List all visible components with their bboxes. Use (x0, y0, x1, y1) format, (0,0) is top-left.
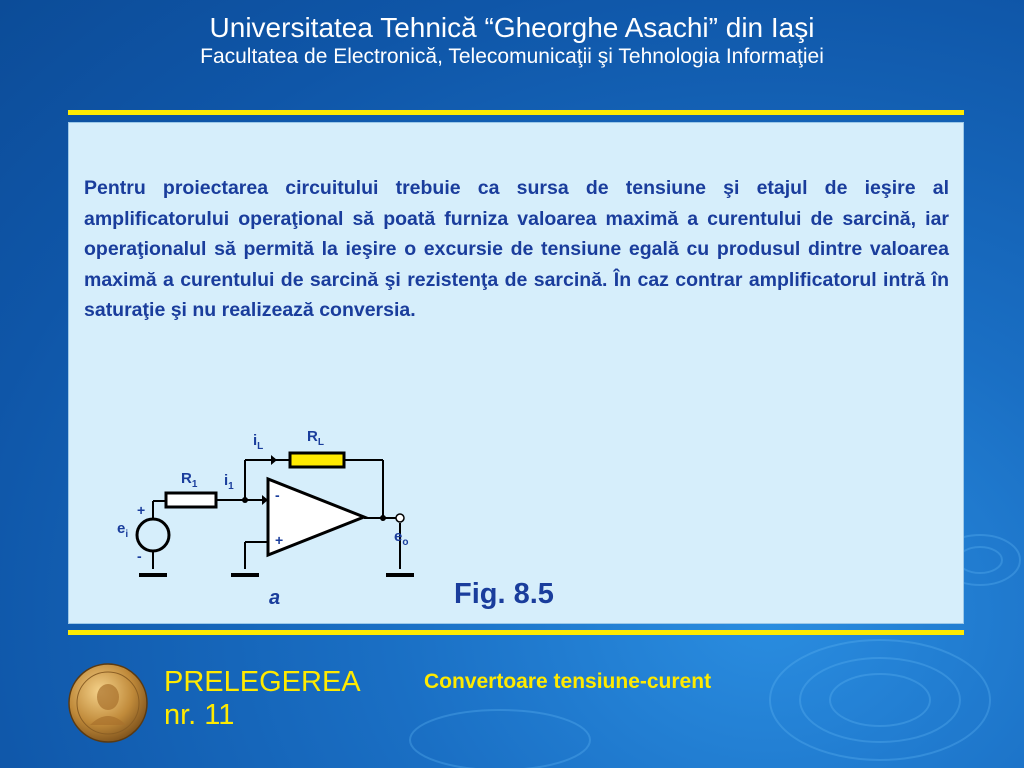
content-panel (68, 122, 964, 624)
arrow-il (271, 455, 277, 465)
label-il: $i_L$ (253, 432, 264, 452)
resistor-r1 (166, 493, 216, 507)
university-medal-logo (68, 663, 148, 743)
source-plus: + (137, 502, 146, 518)
faculty-subtitle: Facultatea de Electronică, Telecomunicaţii şi Tehnologia Informaţiei (200, 45, 824, 68)
lecture-title: PRELEGEREA (164, 666, 361, 698)
voltage-source-symbol (137, 519, 169, 551)
circuit-diagram (69, 123, 965, 625)
opamp-minus: - (275, 487, 280, 503)
top-divider (68, 110, 964, 115)
label-r1: $R_1$ (181, 470, 198, 490)
body-paragraph: Pentru proiectarea circuitului trebuie ca sursa de tensiune şi etajul de ieşire al amplificatorului operaţional să poată furniza valoarea maximă a curentului de sarcină, iar operaţionalul să permită la ieşire o excursie de tensiune egală cu produsul dintre valoarea maximă a curentului de sarcină şi rezistenţa de sarcină. În caz contrar amplificatorul intră în saturaţie şi nu realizează conversia. (84, 177, 949, 321)
resistor-rl (290, 453, 344, 467)
opamp-plus: + (275, 532, 284, 548)
lecture-info (164, 666, 361, 732)
bottom-divider (68, 630, 964, 635)
header (0, 12, 1024, 70)
university-title: Universitatea Tehnică “Gheorghe Asachi” din Iaşi (209, 12, 815, 43)
node-inverting (242, 497, 248, 503)
label-eo: $e_o$ (394, 528, 409, 548)
label-ei: $e_i$ (117, 520, 129, 540)
lecture-subject: Convertoare tensiune-curent (424, 670, 712, 693)
source-minus: - (137, 548, 142, 564)
label-rl: $R_L$ (307, 428, 324, 448)
figure-label: Fig. 8.5 (454, 578, 554, 610)
output-terminal (396, 514, 404, 522)
lecture-number: nr. 11 (164, 699, 235, 731)
figure-caption: a (269, 587, 281, 609)
label-i1: $i_1$ (224, 472, 234, 492)
node-output (380, 515, 386, 521)
